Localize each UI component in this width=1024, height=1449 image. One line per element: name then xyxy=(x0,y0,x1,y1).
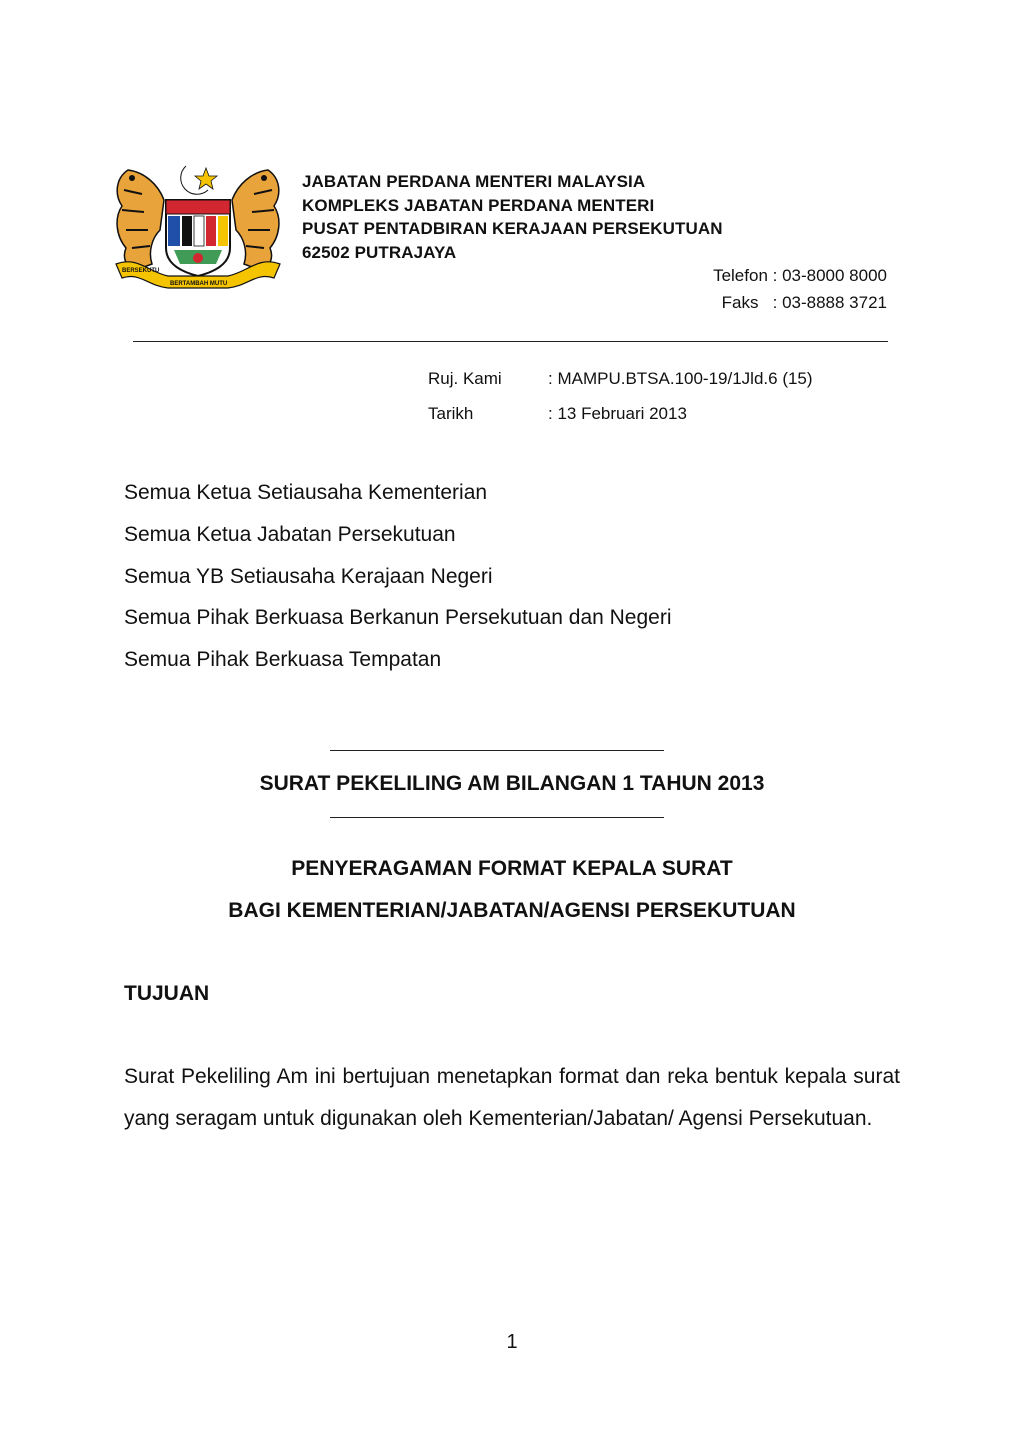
subject-line-1: PENYERAGAMAN FORMAT KEPALA SURAT xyxy=(291,857,733,880)
addressee-line: Semua Ketua Jabatan Persekutuan xyxy=(124,523,456,546)
letterhead-divider xyxy=(133,341,888,342)
circular-title: SURAT PEKELILING AM BILANGAN 1 TAHUN 2013 xyxy=(259,772,765,795)
motto-bottom-text: BERTAMBAH MUTU xyxy=(170,281,228,287)
org-address-line-1: PUSAT PENTADBIRAN KERAJAAN PERSEKUTUAN xyxy=(302,219,723,238)
org-name-line-1: JABATAN PERDANA MENTERI MALAYSIA xyxy=(302,172,646,191)
org-address-line-2: 62502 PUTRAJAYA xyxy=(302,243,457,262)
addressee-line: Semua Pihak Berkuasa Berkanun Persekutuan dan Negeri xyxy=(124,606,672,629)
date-value: : 13 Februari 2013 xyxy=(548,404,687,423)
right-tiger-icon xyxy=(232,170,279,270)
shield-icon xyxy=(166,200,230,276)
page-number: 1 xyxy=(506,1331,518,1353)
org-name-line-2: KOMPLEKS JABATAN PERDANA MENTERI xyxy=(302,196,655,215)
crescent-star-icon xyxy=(181,166,217,194)
telephone-number: Telefon : 03-8000 8000 xyxy=(713,266,887,285)
malaysia-coat-of-arms-icon xyxy=(108,160,288,292)
reference-value: : MAMPU.BTSA.100-19/1Jld.6 (15) xyxy=(548,369,813,388)
section-body: Surat Pekeliling Am ini bertujuan menetapkan format dan reka bentuk kepala surat yang seragam untuk digunakan oleh Kementerian/Jabatan/ Agensi Persekutuan. xyxy=(124,1065,900,1130)
section-heading: TUJUAN xyxy=(124,982,210,1005)
addressee-line: Semua Pihak Berkuasa Tempatan xyxy=(124,648,442,671)
addressee-line: Semua YB Setiausaha Kerajaan Negeri xyxy=(124,565,493,588)
subject-line-2: BAGI KEMENTERIAN/JABATAN/AGENSI PERSEKUTUAN xyxy=(228,899,796,922)
motto-left-text: BERSEKUTU xyxy=(122,268,160,274)
title-rule-bottom xyxy=(330,817,664,818)
date-label: Tarikh xyxy=(428,404,474,423)
left-tiger-icon xyxy=(117,170,164,270)
reference-label: Ruj. Kami xyxy=(428,369,502,388)
addressee-line: Semua Ketua Setiausaha Kementerian xyxy=(124,481,488,504)
title-rule-top xyxy=(330,750,664,751)
fax-number: Faks : 03-8888 3721 xyxy=(721,293,887,312)
